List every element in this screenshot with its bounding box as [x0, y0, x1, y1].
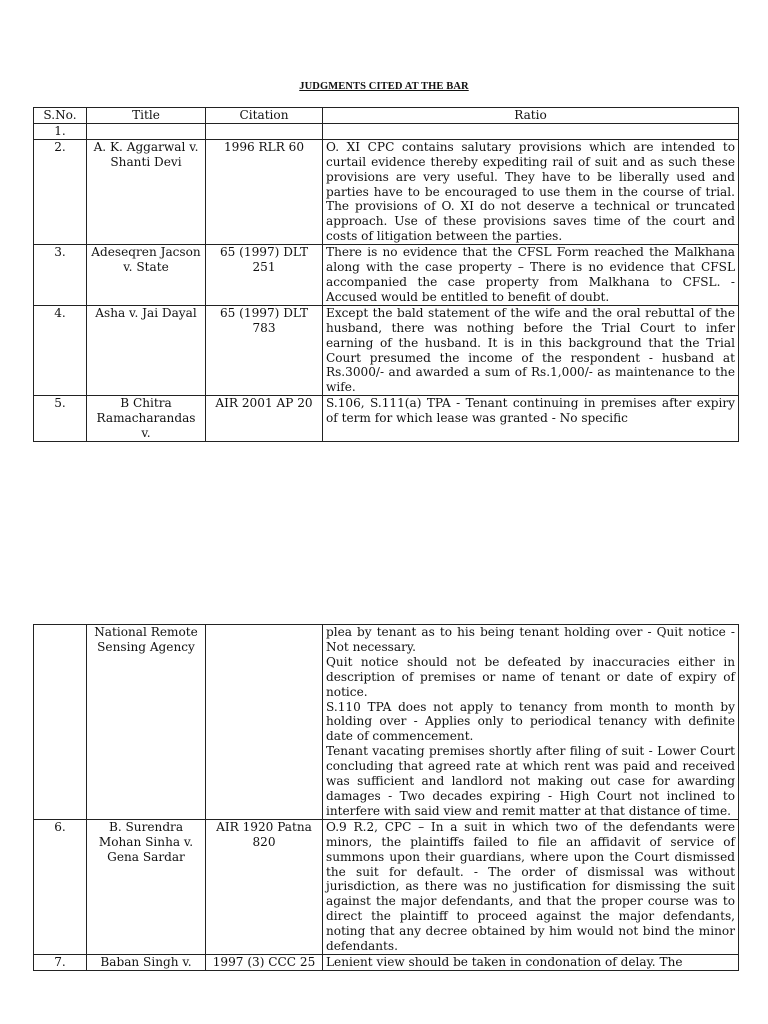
row-ratio [323, 819, 739, 954]
row-citation [206, 625, 323, 820]
header-title: Title [87, 108, 206, 124]
row-ratio [323, 954, 739, 970]
ratio-paragraph: plea by tenant as to his being tenant holding over - Quit notice - Not necessary. [326, 625, 735, 654]
row-sno: 2. [34, 139, 87, 244]
ratio-paragraph: Tenant vacating premises shortly after filing of suit - Lower Court concluding that agreed rate at which rent was paid and received was sufficient and landlord not making out case for awarding damages - Two decades expiring - High Court not inclined to interfere with said view and remit matter at that distance of time. [326, 744, 735, 818]
judgments-table-page1 [33, 107, 739, 442]
page2-table-region [30, 622, 742, 1000]
row-citation: 65 (1997) DLT 251 [206, 245, 323, 306]
row-ratio: Except the bald statement of the wife and the oral rebuttal of the husband, there was nothing before the Trial Court to infer earning of the husband. It is in this background that the Trial Court presumed the income of the respondent - husband at Rs.3000/- and awarded a sum of Rs.1,000/- as maintenance to the wife. [323, 305, 739, 395]
table-row [34, 245, 739, 306]
row-citation: 1997 (3) CCC 25 [206, 954, 323, 970]
row-title: A. K. Aggarwal v. Shanti Devi [87, 139, 206, 244]
header-ratio: Ratio [323, 108, 739, 124]
row-title: Adeseqren Jacson v. State [87, 245, 206, 306]
page-heading: JUDGMENTS CITED AT THE BAR [299, 81, 469, 92]
row-citation: 1996 RLR 60 [206, 139, 323, 244]
table-row [34, 139, 739, 244]
table-row [34, 305, 739, 395]
table-row [34, 396, 739, 442]
table-header-row [34, 108, 739, 124]
row-title: Asha v. Jai Dayal [87, 305, 206, 395]
table-row [34, 123, 739, 139]
row-sno: 6. [34, 819, 87, 954]
row-citation: 65 (1997) DLT 783 [206, 305, 323, 395]
row-title: B Chitra Ramacharandas v. [87, 396, 206, 442]
row-ratio: S.106, S.111(a) TPA - Tenant continuing in premises after expiry of term for which lease was granted - No specific [323, 396, 739, 442]
table-row [34, 625, 739, 820]
row-sno: 5. [34, 396, 87, 442]
row-citation [206, 123, 323, 139]
table-row [34, 819, 739, 954]
row-ratio [323, 123, 739, 139]
page1-table-region [30, 105, 742, 453]
row-title [87, 123, 206, 139]
row-title: B. Surendra Mohan Sinha v. Gena Sardar [87, 819, 206, 954]
row-citation: AIR 2001 AP 20 [206, 396, 323, 442]
ratio-paragraph: Quit notice should not be defeated by inaccuracies either in description of premises or name of tenant or date of expiry of notice. [326, 654, 735, 699]
row-title: Baban Singh v. [87, 954, 206, 970]
header-citation: Citation [206, 108, 323, 124]
row-ratio [323, 625, 739, 820]
header-sno: S.No. [34, 108, 87, 124]
ratio-paragraph: S.110 TPA does not apply to tenancy from month to month by holding over - Applies only to periodical tenancy with definite date of commencement. [326, 699, 735, 744]
row-citation: AIR 1920 Patna 820 [206, 819, 323, 954]
row-title: National Remote Sensing Agency [87, 625, 206, 820]
row-ratio: There is no evidence that the CFSL Form reached the Malkhana along with the case property – There is no evidence that CFSL accompanied the case property from Malkhana to CFSL. - Accused would be entitled to benefit of doubt. [323, 245, 739, 306]
table-row [34, 954, 739, 970]
row-ratio: O. XI CPC contains salutary provisions which are intended to curtail evidence thereby expediting rail of suit and as such these provisions are very useful. They have to be liberally used and parties have to be encouraged to use them in the course of trial. The provisions of O. XI do not deserve a technical or truncated approach. Use of these provisions saves time of the court and costs of litigation between the parties. [323, 139, 739, 244]
row-sno: 7. [34, 954, 87, 970]
row-sno: 4. [34, 305, 87, 395]
row-sno [34, 625, 87, 820]
ratio-paragraph: O.9 R.2, CPC – In a suit in which two of the defendants were minors, the plaintiffs failed to file an affidavit of service of summons upon their guardians, where upon the Court dismissed the suit for default. - The order of dismissal was without jurisdiction, as there was no justification for dismissing the suit against the major defendants, and that the proper course was to direct the plaintiff to proceed against the major defendants, noting that any decree obtained by him would not bind the minor defendants. [326, 819, 735, 954]
ratio-paragraph: Lenient view should be taken in condonation of delay. The [326, 954, 683, 969]
row-sno: 1. [34, 123, 87, 139]
judgments-table-page2 [33, 624, 739, 971]
row-sno: 3. [34, 245, 87, 306]
